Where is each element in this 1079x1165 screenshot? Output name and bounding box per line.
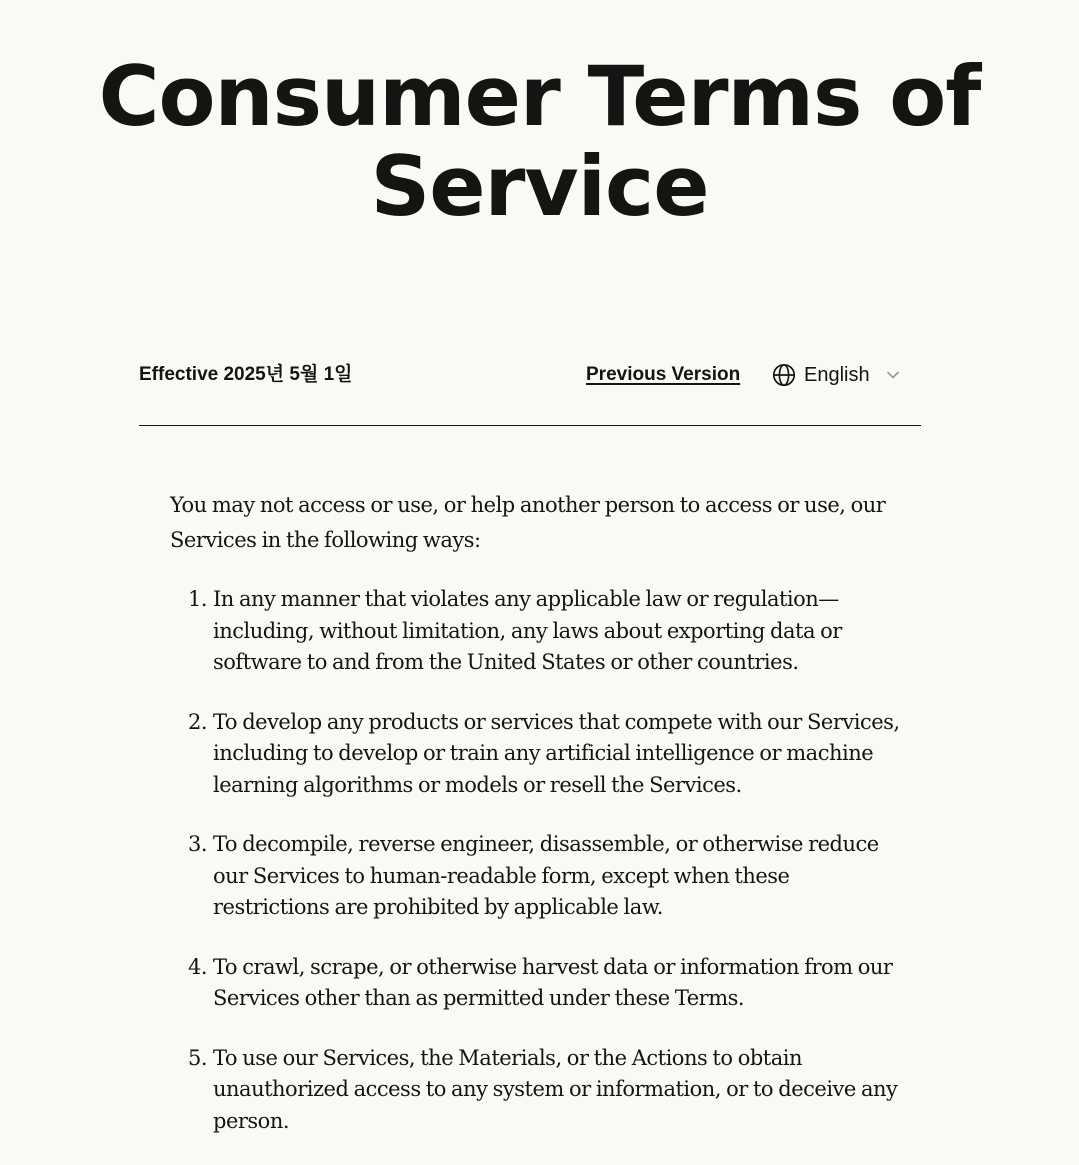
list-item-number: 1. xyxy=(188,587,208,611)
list-item-text: To decompile, reverse engineer, disassemble, or otherwise reduce our Services to human-readable form, except when these restrictions are prohibited by applicable law. xyxy=(213,832,879,919)
list-item xyxy=(170,829,900,924)
intro-paragraph: You may not access or use, or help another person to access or use, our Services in the following ways: xyxy=(170,493,886,552)
list-item xyxy=(170,952,900,1015)
list-item xyxy=(170,1043,900,1138)
chevron-down-icon xyxy=(886,368,900,382)
list-item-text: To use our Services, the Materials, or the Actions to obtain unauthorized access to any system or information, or to deceive any person. xyxy=(213,1045,898,1133)
effective-date: Effective 2025년 5월 1일 xyxy=(139,364,353,385)
list-item-text: In any manner that violates any applicable law or regulation—including, without limitation, any laws about exporting data or software to and from the United States or other countries. xyxy=(213,587,842,674)
list-item xyxy=(170,584,900,679)
list-item-text: To develop any products or services that compete with our Services, including to develop or train any artificial intelligence or machine learning algorithms or models or resell the Services. xyxy=(213,709,900,797)
terms-meta-bar xyxy=(139,358,921,426)
list-item-number: 2. xyxy=(188,709,208,734)
list-item xyxy=(170,707,900,802)
language-selected: English xyxy=(804,364,870,386)
prohibited-uses-list xyxy=(170,584,900,1137)
language-selector[interactable] xyxy=(772,362,900,388)
list-item-number: 4. xyxy=(188,954,208,979)
page-title: Consumer Terms of Service xyxy=(98,48,981,235)
globe-icon xyxy=(772,363,796,387)
list-item-number: 3. xyxy=(188,832,208,856)
list-item-number: 5. xyxy=(188,1045,208,1070)
terms-content xyxy=(170,488,900,1165)
list-item-text: To crawl, scrape, or otherwise harvest data or information from our Services other than as permitted under these Terms. xyxy=(213,954,893,1010)
previous-version-link[interactable]: Previous Version xyxy=(586,364,741,385)
